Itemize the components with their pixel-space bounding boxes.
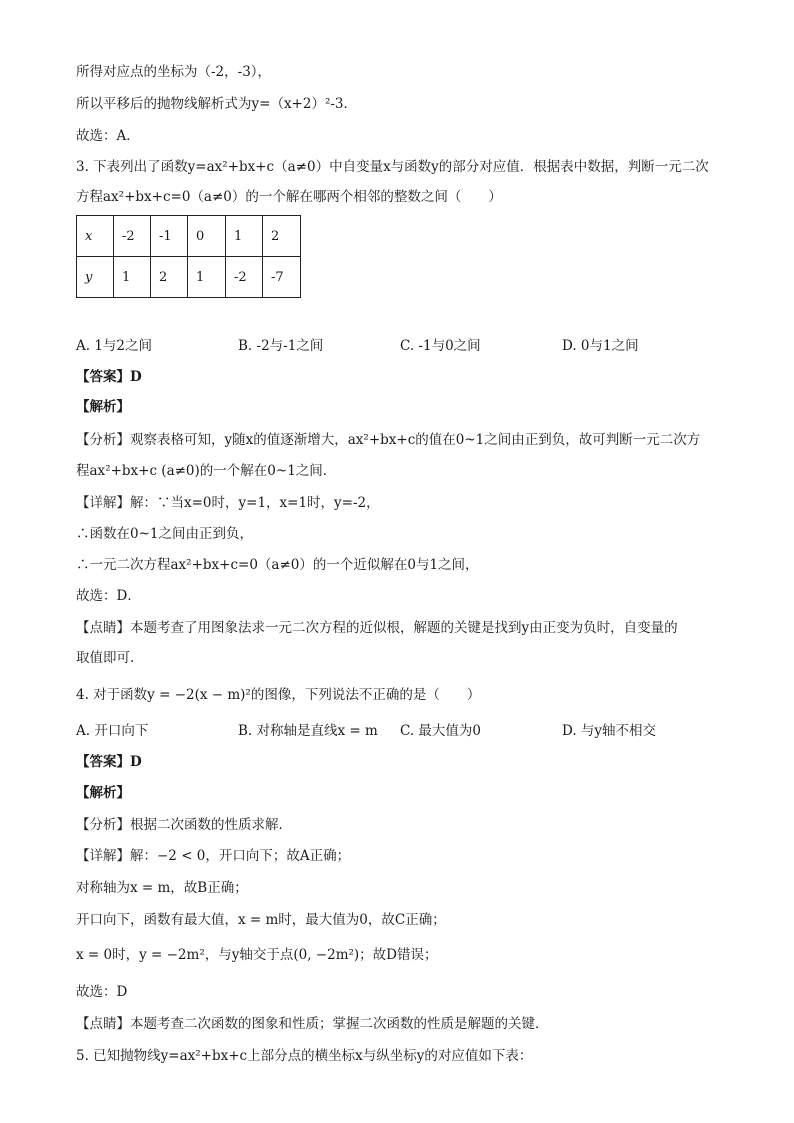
comment-text: 【点睛】本题考查了用图象法求一元二次方程的近似根，解题的关键是找到y由正变为负时，自变量的 [76, 620, 678, 636]
detail-text: x = 0时，y = −2m²，与y轴交于点(0, −2m²)；故D错误； [76, 947, 438, 963]
question-3-stem: 3. 下表列出了函数y=ax²+bx+c（a≠0）中自变量x与函数y的部分对应值．根据表中数据，判断一元二次 [76, 159, 709, 175]
detail-text: 【详解】解：−2 < 0，开口向下；故A正确； [76, 848, 351, 864]
table-cell: x [77, 216, 114, 257]
answer-label: 【答案】D [76, 754, 142, 770]
option-a: A. 1与2之间 [76, 338, 153, 354]
option-d: D. 与y轴不相交 [562, 723, 657, 739]
comment-text: 【点睛】本题考查二次函数的图象和性质；掌握二次函数的性质是解题的关键． [76, 1016, 549, 1032]
value-table [76, 215, 301, 298]
text-line: 故选：A． [76, 128, 140, 144]
detail-text: 故选：D [76, 984, 128, 1000]
table-cell: 1 [188, 257, 226, 298]
analysis-text: 【分析】观察表格可知，y随x的值逐渐增大，ax²+bx+c的值在0~1之间由正到负，故可判断一元二次方 [76, 432, 701, 448]
table-cell: -1 [151, 216, 188, 257]
table-cell: -2 [114, 216, 151, 257]
detail-text: ∴函数在0~1之间由正到负， [76, 526, 253, 542]
option-c: C. 最大值为0 [400, 723, 482, 739]
question-5-stem: 5. 已知抛物线y=ax²+bx+c上部分点的横坐标x与纵坐标y的对应值如下表： [76, 1048, 533, 1064]
analysis-label: 【解析】 [76, 399, 130, 415]
table-cell: y [77, 257, 114, 298]
table-cell: 1 [114, 257, 151, 298]
detail-text: 开口向下，函数有最大值，x = m时，最大值为0，故C正确； [76, 912, 446, 928]
comment-text: 取值即可. [76, 650, 135, 666]
table-cell: 0 [188, 216, 226, 257]
option-b: B. 对称轴是直线x = m [238, 723, 378, 739]
table-cell: 2 [151, 257, 188, 298]
detail-text: 故选：D． [76, 588, 141, 604]
question-4-stem: 4. 对于函数y = −2(x − m)²的图像，下列说法不正确的是（ ） [76, 687, 481, 703]
table-cell: 2 [263, 216, 301, 257]
question-3-stem: 方程ax²+bx+c=0（a≠0）的一个解在哪两个相邻的整数之间（ ） [76, 189, 502, 205]
analysis-text: 程ax²+bx+c (a≠0)的一个解在0~1之间． [76, 463, 337, 479]
option-b: B. -2与-1之间 [238, 338, 324, 354]
option-d: D. 0与1之间 [562, 338, 639, 354]
table-cell: -2 [226, 257, 263, 298]
option-a: A. 开口向下 [76, 723, 149, 739]
text-line: 所得对应点的坐标为（-2，-3）， [76, 64, 272, 80]
option-c: C. -1与0之间 [400, 338, 481, 354]
detail-text: 【详解】解：∵当x=0时，y=1，x=1时，y=-2， [76, 495, 380, 511]
table-cell: -7 [263, 257, 301, 298]
text-line: 所以平移后的抛物线解析式为y=（x+2）²-3． [76, 96, 358, 112]
analysis-label: 【解析】 [76, 785, 130, 801]
table-row [77, 216, 301, 257]
detail-text: 对称轴为x = m，故B正确； [76, 880, 248, 896]
detail-text: ∴一元二次方程ax²+bx+c=0（a≠0）的一个近似解在0与1之间， [76, 557, 479, 573]
table-row [77, 257, 301, 298]
table-cell: 1 [226, 216, 263, 257]
answer-label: 【答案】D [76, 369, 142, 385]
analysis-text: 【分析】根据二次函数的性质求解． [76, 817, 292, 833]
